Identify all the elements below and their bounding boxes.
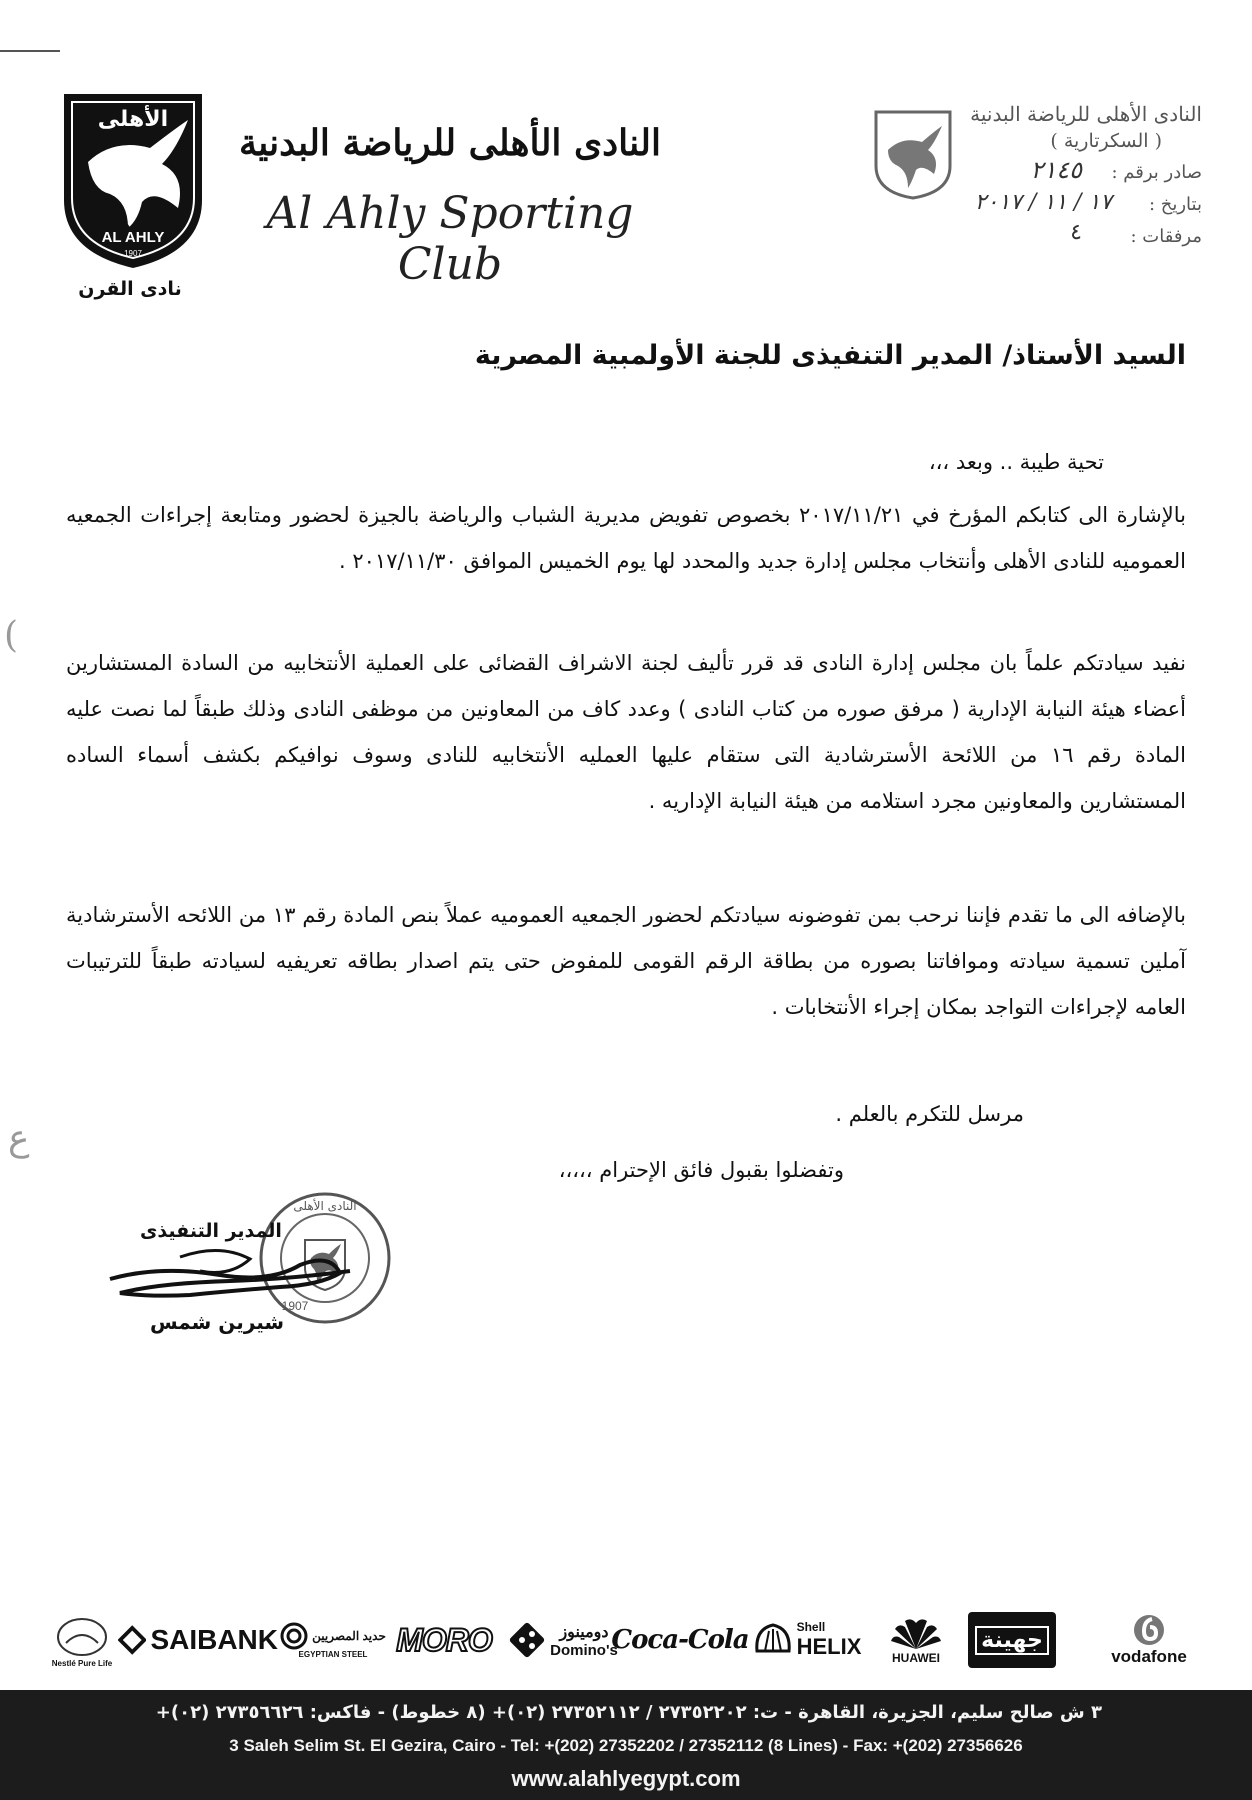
huawei-petals-icon [889, 1615, 943, 1651]
signatory-name: شيرين شمس [150, 1310, 285, 1334]
shell-label: Shell [796, 1620, 826, 1634]
scan-edge-mark [0, 50, 60, 52]
coca-cola-logo [611, 1602, 749, 1678]
shell-icon [753, 1621, 793, 1659]
moro-logo [390, 1602, 498, 1678]
huawei-label: HUAWEI [892, 1651, 940, 1665]
juhayna-label: جهينة [975, 1626, 1049, 1655]
paragraph-2: نفيد سيادتكم علماً بان مجلس إدارة النادى قد قرر تأليف لجنة الاشراف القضائى على العملية الأنتخابيه من السادة المستشارين أعضاء هيئة النيابة الإدارية ( مرفق صوره من كتاب النادى ) وعدد كاف من المعاونين من موظفى النادى وذلك طبقاً لما نصت عليه المادة رقم ١٦ من اللائحة الأسترشادية التى ستقام عليها العمليه الأنتخابيه للنادى وسوف نوافيكم بكشف أسماء الساده المستشارين والمعاونين مجرد استلامه من هيئة النيابة الإداريه . [66, 651, 1186, 813]
sponsor-logos-strip [52, 1602, 1212, 1678]
stamp-ref-label: صادر برقم : [1111, 162, 1202, 183]
stamp-department: ( السكرتارية ) [1050, 130, 1162, 152]
seal-text: النادى الأهلى [293, 1199, 357, 1213]
egyptian-steel-logo [280, 1602, 386, 1678]
helix-label: HELIX [796, 1634, 862, 1659]
footer-bar [0, 1690, 1252, 1800]
handwritten-signature [100, 1235, 370, 1315]
paragraph-1: بالإشارة الى كتابكم المؤرخ في ٢٠١٧/١١/٢١ بخصوص تفويض مديرية الشباب والرياضة بالجيزة لحضور ومتابعة إجراءات الجمعيه العموميه للنادى الأهلى وأنتخاب مجلس إدارة جديد والمحدد لها يوم الخميس الموافق ٢٠١٧/١١/٣٠ . [66, 503, 1186, 573]
club-name-english: Al Ahly Sporting Club [266, 188, 634, 290]
margin-mark: ع [8, 1118, 30, 1159]
nestle-pure-life-logo [52, 1602, 112, 1678]
recipient-line: السيد الأستاذ/ المدير التنفيذى للجنة الأولمبية المصرية [474, 340, 1186, 371]
stamp-attachments-label: مرفقات : [1130, 226, 1202, 247]
vodafone-label: vodafone [1111, 1647, 1187, 1666]
huawei-logo [874, 1602, 958, 1678]
logo-arabic: الأهلى [97, 107, 169, 132]
signatory-title: المدير التنفيذى [140, 1220, 282, 1242]
dominos-arabic: دومينوز [559, 1623, 609, 1641]
diamond-icon [118, 1625, 146, 1655]
vodafone-logo [1094, 1602, 1204, 1678]
moro-label: MORO [396, 1621, 492, 1658]
shell-helix-logo [742, 1602, 872, 1678]
saibank-label: SAIBANK [150, 1624, 278, 1655]
egyptian-steel-arabic: حديد المصريين [312, 1628, 386, 1643]
nestle-label: Nestlé Pure Life [51, 1658, 113, 1668]
stamp-date-value: ١٧ / ١١ / ٢٠١٧ [974, 190, 1112, 215]
stamp-date-label: بتاريخ : [1148, 194, 1202, 215]
greeting: تحية طيبة .. وبعد ،،، [928, 450, 1104, 474]
dominos-english: Domino's [550, 1641, 618, 1659]
water-drop-icon [56, 1613, 108, 1659]
egyptian-steel-english: EGYPTIAN STEEL [298, 1649, 368, 1659]
dominos-logo [504, 1602, 622, 1678]
stamp-ref-value: ٢١٤٥ [1030, 156, 1082, 184]
logo-year: 1907 [124, 249, 142, 258]
footer-address-english: 3 Saleh Selim St. El Gezira, Cairo - Tel: +(202) 27352202 / 27352112 (8 Lines) - Fax: +(202) 27356626 [229, 1736, 1023, 1755]
seal-year: 1907 [281, 1299, 309, 1313]
domino-tile-icon [508, 1621, 546, 1659]
juhayna-logo [962, 1602, 1062, 1678]
stamp-club-name: النادى الأهلى للرياضة البدنية [970, 102, 1202, 126]
saibank-logo [118, 1602, 278, 1678]
margin-mark: ( [4, 615, 19, 656]
al-ahly-logo [58, 90, 208, 270]
paragraph-3: بالإضافه الى ما تقدم فإننا نرحب بمن تفوضونه سيادتكم لحضور الجمعيه العموميه عملاً بنص المادة رقم ١٣ من اللائحه الأسترشادية آملين تسمية سيادته وموافاتنا بصوره من بطاقة الرقم القومى للمفوض حتى يتم اصدار بطاقه تعريفيه لسيادته طبقاً للترتيبات العامه لإجراءات التواجد بمكان إجراء الأنتخابات . [66, 903, 1186, 1019]
logo-caption: نادى القرن [78, 278, 182, 300]
closing-line-2: وتفضلوا بقبول فائق الإحترام ،،،،، [558, 1158, 844, 1182]
logo-text: AL AHLY [101, 229, 165, 246]
club-name-arabic: النادى الأهلى للرياضة البدنية [239, 122, 661, 164]
coca-cola-label: Coca-Cola [611, 1625, 749, 1655]
stamp-emblem-icon [872, 108, 954, 200]
footer-address-arabic: ٣ ش صالح سليم، الجزيرة، القاهرة - ت: ٢٧٣٥٢٢٠٢ / ٢٧٣٥٢١١٢ (٠٢)+ (٨ خطوط) - فاكس: ٢٧٣٥٦٦٢٦ (٠٢)+ [155, 1702, 1102, 1723]
footer-website: www.alahlyegypt.com [511, 1766, 741, 1791]
stamp-attachments-value: ٤ [1070, 220, 1082, 245]
vodafone-speechmark-icon [1132, 1613, 1166, 1647]
rings-icon [280, 1622, 308, 1650]
closing-line-1: مرسل للتكرم بالعلم . [835, 1102, 1024, 1126]
